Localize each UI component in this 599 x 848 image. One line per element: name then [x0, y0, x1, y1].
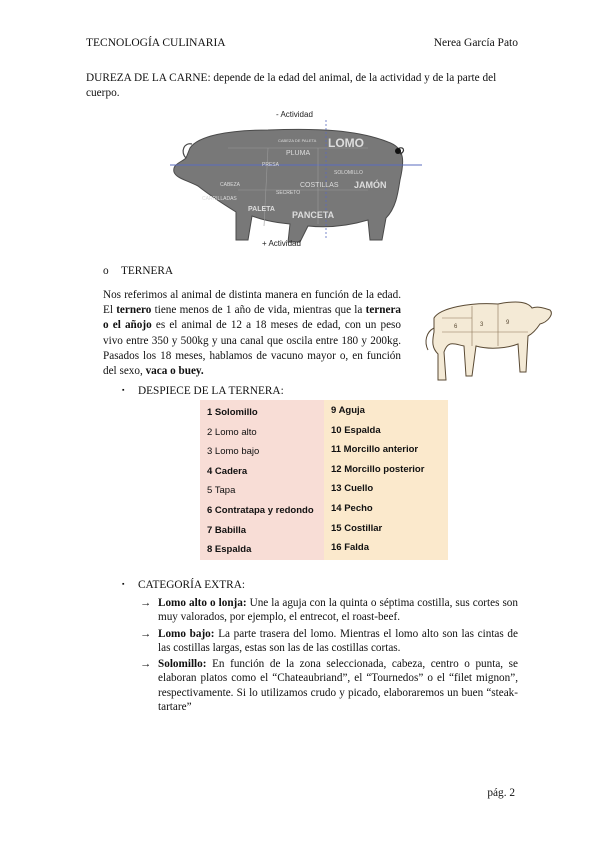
- extra-bullet: ▪: [122, 580, 125, 588]
- despiece-heading: DESPIECE DE LA TERNERA:: [138, 385, 284, 397]
- cut-item: 7 Babilla: [207, 524, 247, 536]
- svg-text:3: 3: [480, 322, 484, 328]
- despiece-bullet: ▪: [122, 386, 125, 394]
- arrow-icon: →: [140, 627, 152, 640]
- pig-cut-panceta: PANCETA: [292, 210, 335, 220]
- cut-item: 14 Pecho: [331, 502, 373, 514]
- arrow-icon: →: [140, 597, 152, 609]
- header-author: Nerea García Pato: [433, 37, 518, 49]
- pig-cuts-figure: [168, 108, 432, 250]
- cow-cuts-figure: [420, 288, 560, 388]
- pig-illustration: [168, 108, 432, 250]
- cut-item: 16 Falda: [331, 542, 370, 554]
- pig-cut-solomillo: SOLOMILLO: [334, 170, 363, 176]
- intro-paragraph: DUREZA DE LA CARNE: depende de la edad del animal, de la actividad y de la parte del cuerpo.: [86, 72, 497, 99]
- list-item: → Lomo alto o lonja: Une la aguja con la quinta o séptima costilla, sus cortes son muy valorados, por ejemplo, el entrecot, el roast-beef.: [140, 597, 518, 624]
- cut-item: 11 Morcillo anterior: [331, 444, 419, 456]
- cuts-column-right: [324, 400, 448, 560]
- cut-item: 2 Lomo alto: [207, 426, 257, 438]
- svg-text:6: 6: [454, 324, 458, 330]
- pig-top-label: - Actividad: [276, 110, 313, 119]
- list-item: → Solomillo: En función de la zona seleccionada, cabeza, centro o punta, se elaboran platos como el “Chateaubriand”, el “Tournedos” o el “filet mignon”, respectivamente. Si lo utilizamos crudo y picado, elaboraremos un buen “steak-tartare”: [140, 658, 518, 714]
- pig-cut-lomo: LOMO: [328, 136, 364, 150]
- ternera-heading: TERNERA: [121, 265, 174, 277]
- page-number: pág. 2: [487, 787, 515, 799]
- cut-item: 12 Morcillo posterior: [331, 463, 425, 475]
- pig-cut-secreto: SECRETO: [276, 190, 301, 196]
- pig-cut-presa: PRESA: [262, 162, 279, 168]
- header-title: TECNOLOGÍA CULINARIA: [86, 37, 226, 49]
- cuts-table: [200, 400, 448, 560]
- pig-cut-jamon: JAMÓN: [354, 180, 387, 190]
- pig-cut-cabeza: CABEZA: [220, 182, 241, 188]
- ternera-paragraph: Nos referimos al animal de distinta manera en función de la edad. El ternero tiene menos de 1 año de vida, mientras que la ternera o el añojo es el animal de 12 a 18 meses de edad, con un peso vivo entre 350 y 500kg y una canal que oscila entre 180 y 200kg. Pasados los 18 meses, hablamos de vacuno mayor o, en función del sexo, vaca o buey.: [103, 289, 401, 378]
- pig-cut-carrilladas: CARRILLADAS: [202, 196, 237, 202]
- cut-item: 1 Solomillo: [207, 407, 258, 418]
- cut-item: 5 Tapa: [207, 485, 236, 497]
- extra-list: [140, 596, 518, 716]
- cut-item: 15 Costillar: [331, 522, 383, 534]
- cut-item: 6 Contratapa y redondo: [207, 504, 314, 516]
- list-item: → Lomo bajo: La parte trasera del lomo. Mientras el lomo alto son las cintas de las costillas largas, estas son las de las costillas cortas.: [140, 627, 518, 654]
- arrow-icon: →: [140, 658, 152, 671]
- svg-text:9: 9: [506, 320, 510, 326]
- cut-item: 13 Cuello: [331, 483, 374, 495]
- pig-cut-cabeza-paleta: CABEZA DE PALETA: [278, 138, 317, 143]
- cut-item: 8 Espalda: [207, 544, 252, 556]
- extra-heading: CATEGORÍA EXTRA:: [138, 579, 246, 591]
- pig-cut-paleta: PALETA: [248, 206, 275, 213]
- cut-item: 3 Lomo bajo: [207, 446, 260, 458]
- cut-item: 10 Espalda: [331, 424, 381, 436]
- pig-bottom-label: + Actividad: [262, 239, 301, 248]
- cut-item: 4 Cadera: [207, 465, 248, 477]
- cut-item: 9 Aguja: [331, 405, 365, 416]
- cow-illustration: [420, 288, 560, 388]
- pig-cut-pluma: PLUMA: [286, 150, 311, 157]
- cuts-column-left: [200, 400, 324, 560]
- ternera-bullet: o: [103, 265, 109, 277]
- pig-cut-costillas: COSTILLAS: [300, 182, 339, 189]
